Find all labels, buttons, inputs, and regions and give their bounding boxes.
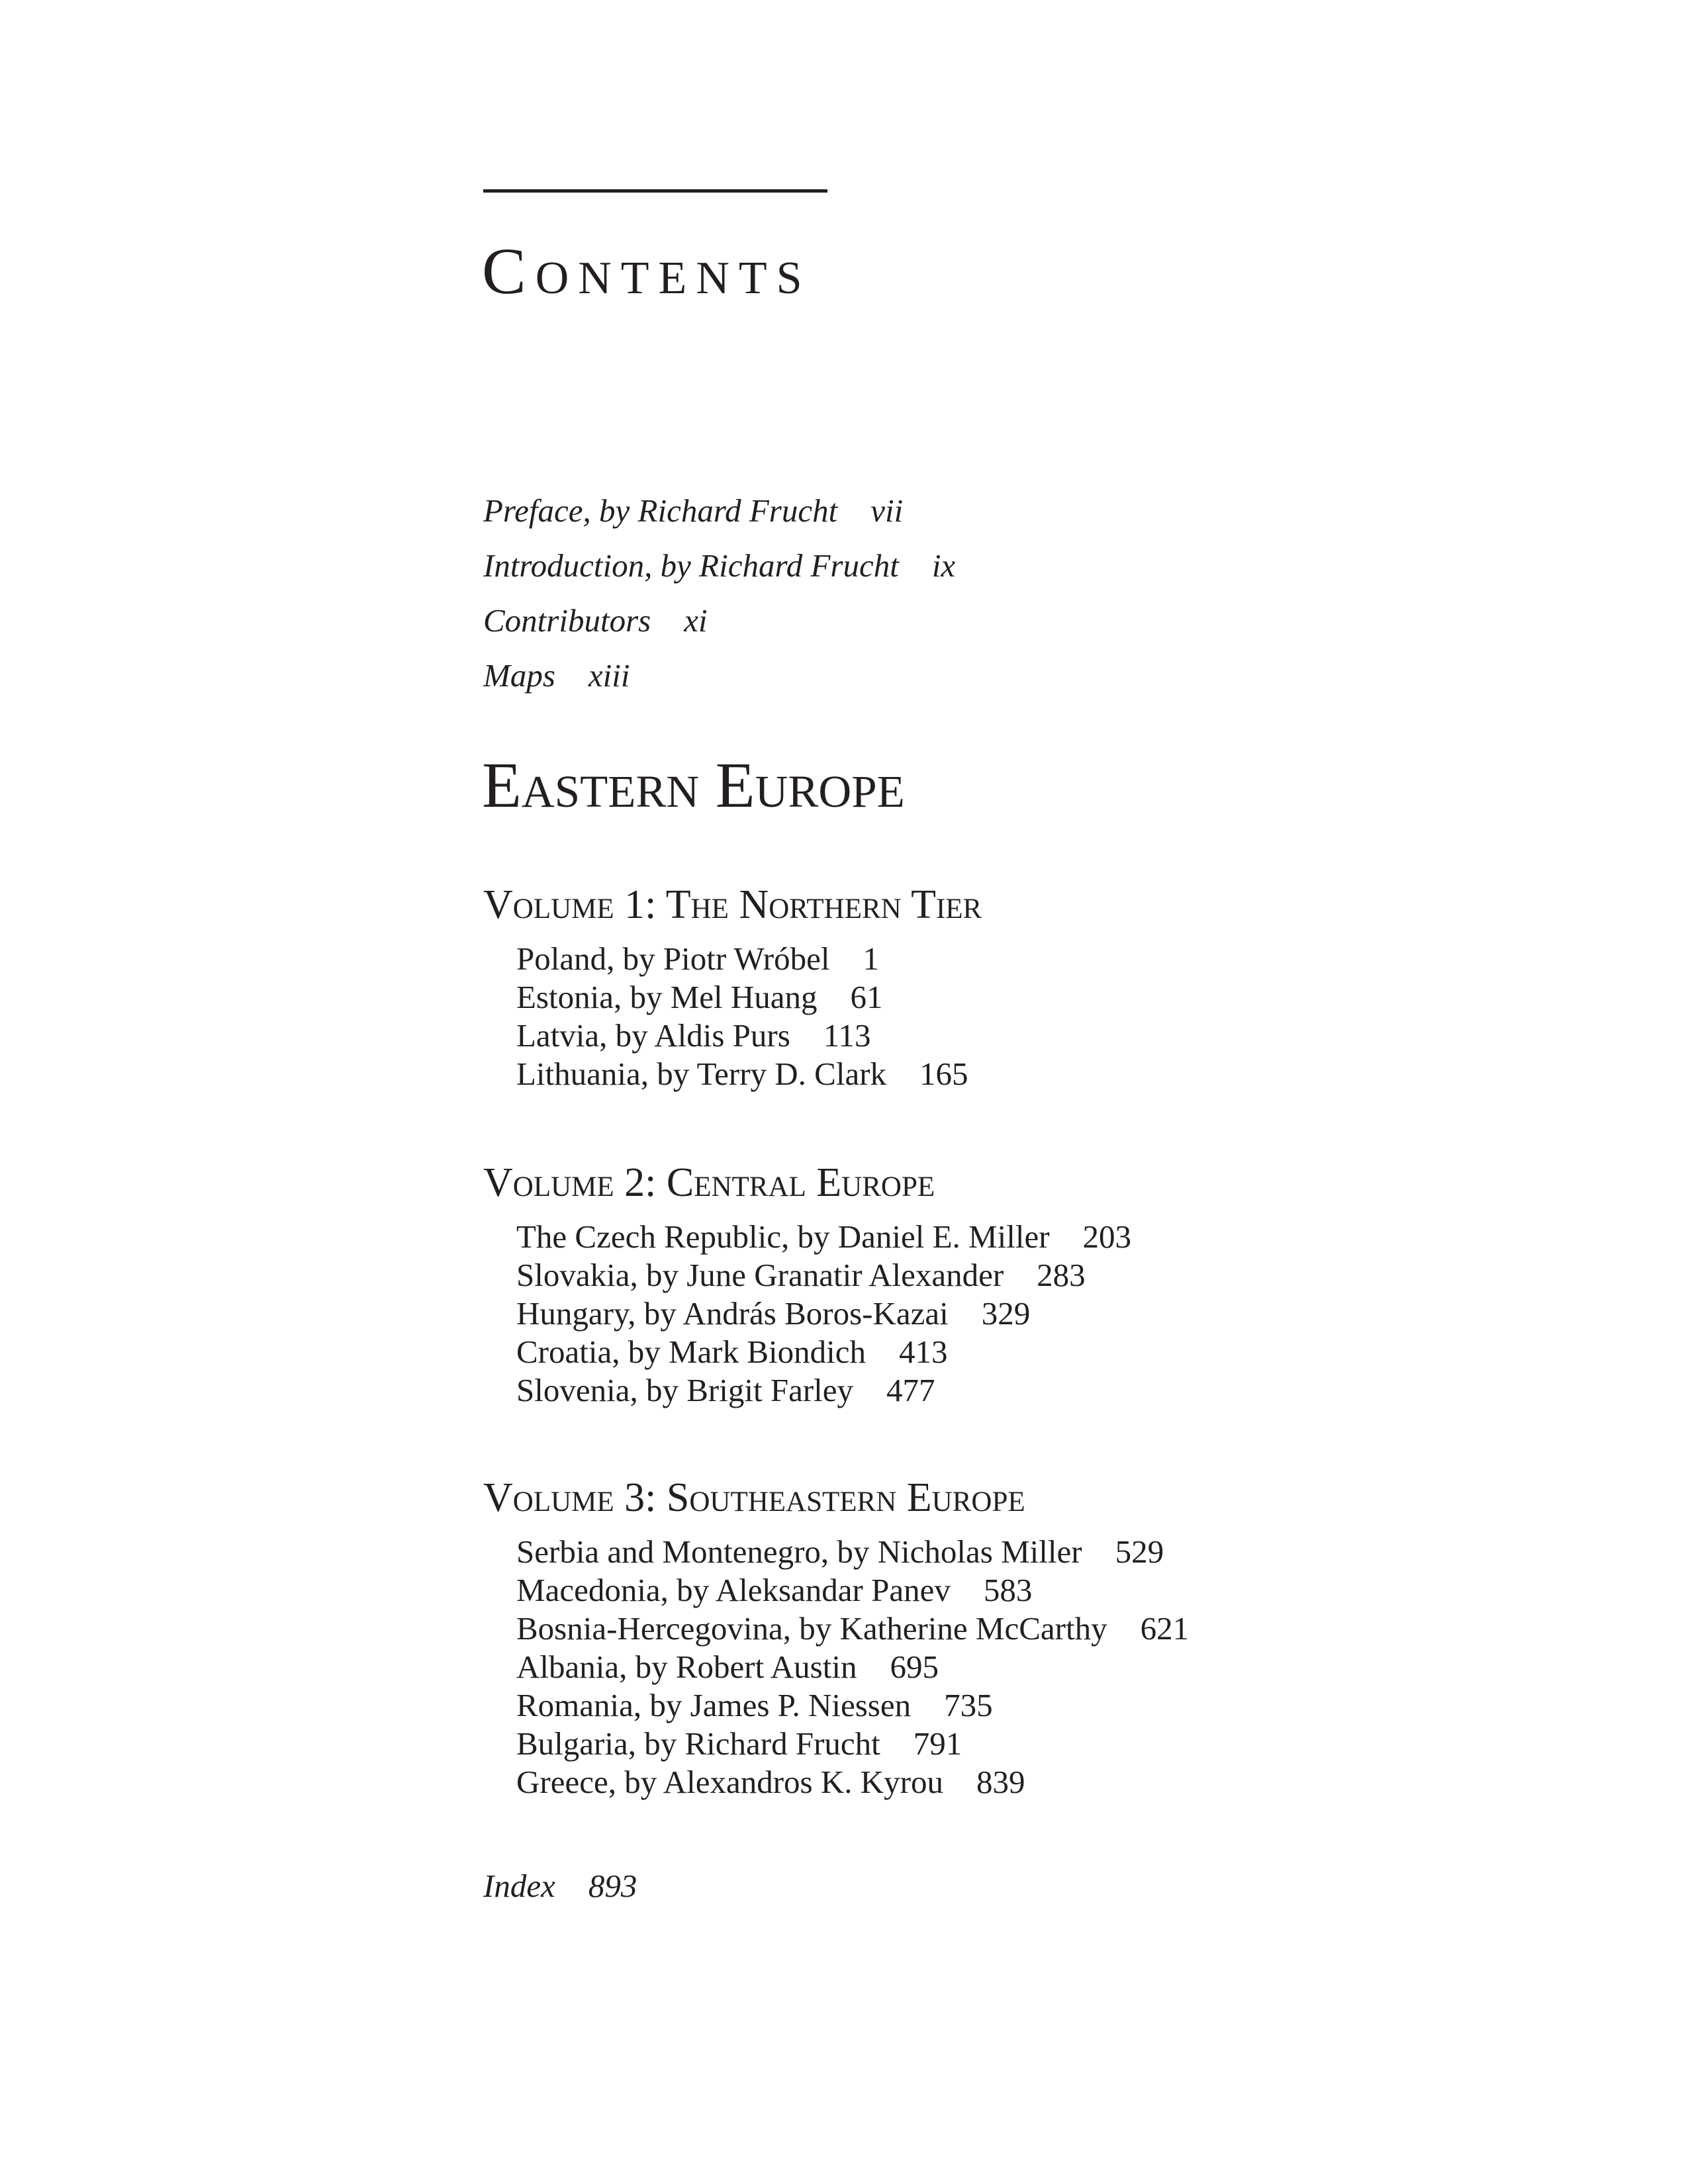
entry-title: Macedonia, by Aleksandar Panev [516,1572,951,1608]
toc-entry[interactable] [516,978,982,1017]
entry-title: Bulgaria, by Richard Frucht [516,1725,880,1762]
entry-page: 477 [886,1372,935,1408]
toc-entry[interactable] [516,1686,1189,1725]
toc-entry[interactable] [516,1055,982,1093]
volume-section [483,1477,1189,1801]
entry-title: Contributors [483,602,651,639]
entry-page: 283 [1037,1257,1086,1293]
entry-page: 583 [983,1572,1033,1608]
toc-entry[interactable] [516,1371,1131,1410]
front-matter-list [483,483,955,703]
entry-page: 621 [1140,1610,1190,1647]
entry-title: Maps [483,657,555,694]
entry-title: Index [483,1868,555,1904]
entry-title: The Czech Republic, by Daniel E. Miller [516,1218,1050,1255]
volume-entries [516,1218,1131,1410]
entry-page: vii [870,492,904,529]
toc-entry[interactable] [516,1256,1131,1295]
entry-title: Latvia, by Aldis Purs [516,1017,790,1054]
entry-page: xi [684,602,708,639]
entry-title: Hungary, by András Boros-Kazai [516,1295,949,1332]
toc-entry[interactable] [516,1648,1189,1686]
entry-page: 113 [823,1017,871,1054]
entry-page: xiii [588,657,630,694]
volume-heading[interactable]: Volume 2: Central Europe [483,1160,935,1205]
toc-entry[interactable] [516,1333,1131,1371]
entry-page: 413 [899,1334,948,1370]
entry-page: 203 [1082,1218,1132,1255]
volume-section [483,884,982,1093]
entry-page: 735 [944,1687,993,1723]
volume-section [483,1162,1131,1410]
entry-title: Lithuania, by Terry D. Clark [516,1056,887,1092]
volume-entries [516,940,982,1093]
entry-title: Estonia, by Mel Huang [516,979,818,1015]
book-title: Eastern Europe [482,750,905,821]
toc-entry[interactable] [516,1725,1189,1763]
entry-title: Bosnia-Hercegovina, by Katherine McCarthy [516,1610,1107,1647]
toc-entry[interactable] [516,1571,1189,1610]
entry-title: Greece, by Alexandros K. Kyrou [516,1764,943,1800]
toc-entry[interactable] [516,1763,1189,1801]
toc-entry[interactable] [516,1218,1131,1256]
contents-heading: Contents [482,234,812,308]
entry-page: 529 [1115,1533,1164,1570]
entry-page: 1 [863,940,879,977]
entry-page: ix [931,547,956,584]
toc-entry[interactable] [516,1610,1189,1648]
entry-title: Slovenia, by Brigit Farley [516,1372,853,1408]
entry-title: Romania, by James P. Niessen [516,1687,912,1723]
toc-entry-preface[interactable] [483,483,955,538]
toc-entry-introduction[interactable] [483,538,955,593]
toc-entry-maps[interactable] [483,648,955,703]
toc-entry[interactable] [516,1295,1131,1333]
toc-entry[interactable] [516,940,982,978]
entry-title: Slovakia, by June Granatir Alexander [516,1257,1004,1293]
toc-entry-index[interactable] [483,1858,637,1913]
entry-title: Introduction, by Richard Frucht [483,547,899,584]
entry-page: 839 [976,1764,1025,1800]
toc-entry[interactable] [516,1017,982,1055]
entry-title: Croatia, by Mark Biondich [516,1334,867,1370]
toc-entry[interactable] [516,1533,1189,1571]
entry-page: 695 [890,1649,939,1685]
top-rule [483,189,827,193]
volume-heading[interactable]: Volume 1: The Northern Tier [483,882,982,927]
entry-title: Preface, by Richard Frucht [483,492,838,529]
entry-page: 329 [981,1295,1031,1332]
volume-entries [516,1533,1189,1801]
entry-page: 165 [919,1056,968,1092]
toc-entry-contributors[interactable] [483,593,955,648]
entry-page: 893 [588,1868,637,1904]
entry-title: Serbia and Montenegro, by Nicholas Miller [516,1533,1082,1570]
entry-page: 61 [850,979,883,1015]
entry-page: 791 [913,1725,962,1762]
volume-heading[interactable]: Volume 3: Southeastern Europe [483,1475,1025,1520]
entry-title: Poland, by Piotr Wróbel [516,940,830,977]
entry-title: Albania, by Robert Austin [516,1649,857,1685]
